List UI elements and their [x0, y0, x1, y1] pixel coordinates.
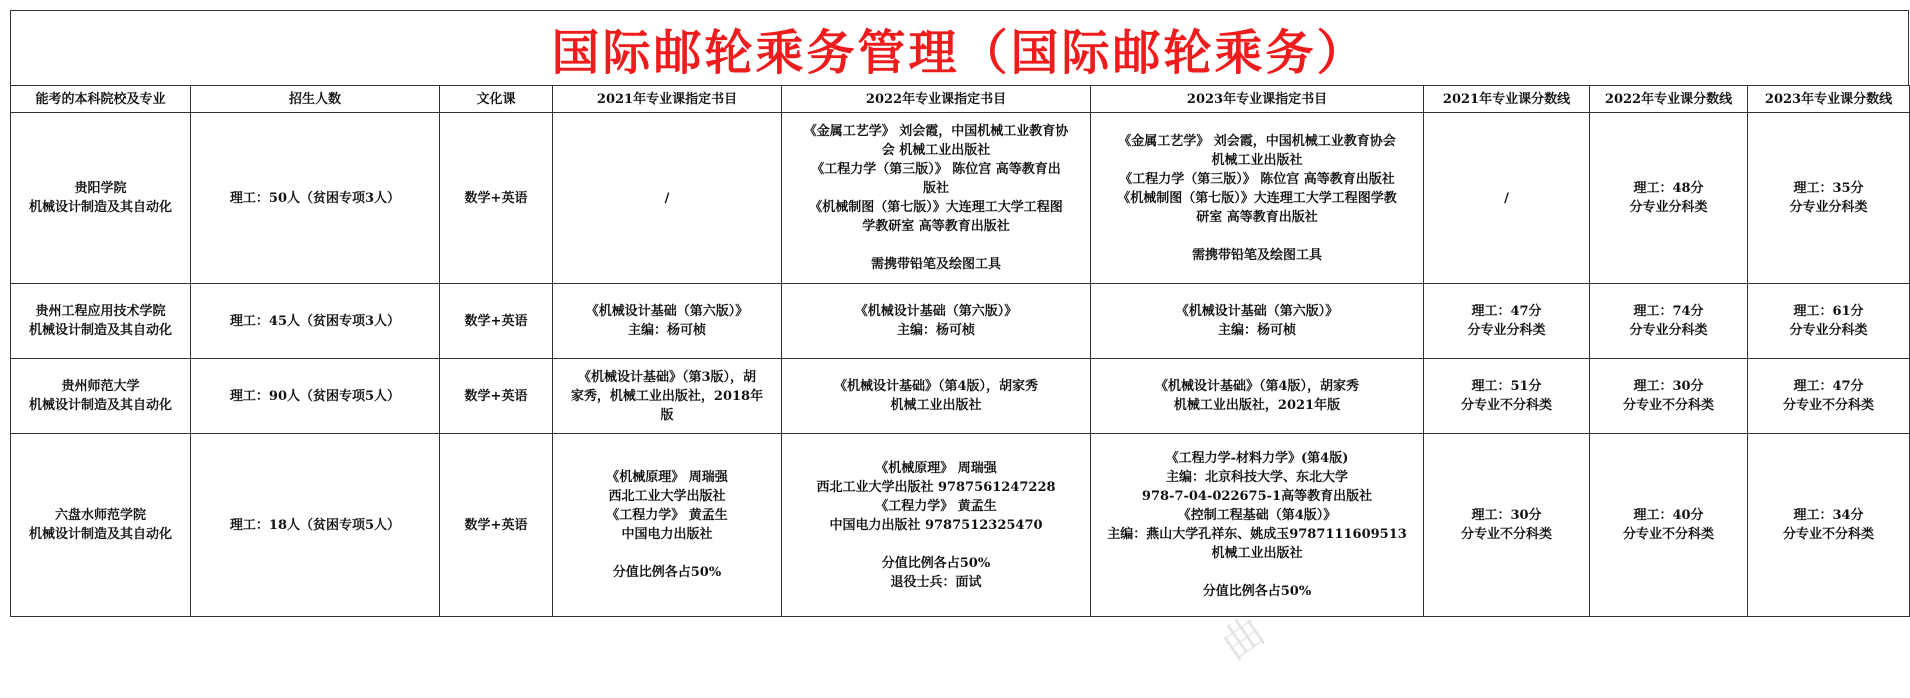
- cell-line: [786, 535, 1086, 554]
- cell-line: 学教研室 高等教育出版社: [862, 219, 1010, 234]
- culture-cell: [440, 359, 553, 434]
- cell-line: 分专业分科类: [1629, 323, 1708, 338]
- cell-line: 理工：40分: [1633, 508, 1704, 523]
- table-row: [11, 113, 1910, 284]
- cell-line: 《控制工程基础（第4版）》: [1177, 508, 1337, 523]
- cell-line: 主编：杨可桢: [1217, 323, 1296, 338]
- cell-line: 主编：北京科技大学、东北大学: [1165, 470, 1348, 485]
- cell-line: 主编：杨可桢: [627, 323, 706, 338]
- cell-line: 分专业分科类: [1629, 200, 1708, 215]
- cell-line: 机械设计制造及其自动化: [28, 323, 172, 338]
- cell-line: 《机械原理》 周瑞强: [606, 470, 728, 485]
- header-score-2023: 2023年专业课分数线: [1748, 86, 1910, 113]
- cell-line: 分专业不分科类: [1460, 398, 1552, 413]
- cell-line: 需携带铅笔及绘图工具: [1191, 247, 1322, 263]
- cell-line: 《机械设计基础》（第4版），胡家秀: [833, 379, 1039, 394]
- cell-line: 分专业不分科类: [1622, 398, 1714, 413]
- cell-line: 理工：48分: [1633, 181, 1704, 196]
- culture-cell: [440, 113, 553, 284]
- cell-line: 数学+英语: [464, 313, 528, 329]
- cell-line: 理工：18人（贫困专项5人）: [229, 517, 401, 533]
- books-2023-cell: [1091, 284, 1424, 359]
- cell-line: 分值比例各占50%: [881, 555, 991, 571]
- score-2021-cell: [1424, 284, 1590, 359]
- cell-line: 机械工业出版社: [1211, 152, 1303, 168]
- books-2021-cell: [553, 434, 782, 617]
- score-2021-cell: [1424, 359, 1590, 434]
- books-2023-cell: [1091, 434, 1424, 617]
- cell-line: 理工：50人（贫困专项3人）: [229, 190, 401, 206]
- cell-line: 理工：35分: [1793, 181, 1864, 196]
- cell-line: 贵州师范大学: [61, 379, 140, 394]
- cell-line: 中国电力出版社: [621, 527, 713, 542]
- document-sheet: [10, 10, 1909, 670]
- cell-line: 《机械设计基础（第六版）》: [1175, 304, 1339, 319]
- enroll-cell: [191, 359, 440, 434]
- cell-line: 主编：杨可桢: [896, 323, 975, 338]
- cell-line: 分专业分科类: [1467, 323, 1546, 338]
- cell-line: 退役士兵：面试: [890, 574, 982, 590]
- score-2021-cell: [1424, 434, 1590, 617]
- header-books-2023: 2023年专业课指定书目: [1091, 86, 1424, 113]
- cell-line: 《机械制图（第七版）》大连理工大学工程图学教: [1117, 190, 1397, 206]
- header-books-2022: 2022年专业课指定书目: [782, 86, 1091, 113]
- score-2023-cell: [1748, 284, 1910, 359]
- cell-line: 数学+英语: [464, 190, 528, 206]
- score-2022-cell: [1590, 113, 1748, 284]
- cell-line: 理工：30分: [1471, 508, 1542, 523]
- header-enroll: 招生人数: [191, 86, 440, 113]
- table-row: [11, 284, 1910, 359]
- cell-line: 《金属工艺学》 刘会霞，中国机械工业教育协会: [1118, 133, 1396, 149]
- score-2022-cell: [1590, 284, 1748, 359]
- cell-line: [557, 544, 777, 563]
- header-score-2021: 2021年专业课分数线: [1424, 86, 1590, 113]
- cell-line: 理工：47分: [1471, 304, 1542, 319]
- cell-line: 分专业不分科类: [1782, 398, 1874, 413]
- cell-line: 理工：45人（贫困专项3人）: [229, 313, 401, 329]
- table-row: [11, 359, 1910, 434]
- cell-line: 中国电力出版社 9787512325470: [829, 517, 1043, 533]
- cell-line: [1095, 563, 1419, 582]
- cell-line: 数学+英语: [464, 517, 528, 533]
- header-school: 能考的本科院校及专业: [11, 86, 191, 113]
- school-cell: [11, 284, 191, 359]
- cell-line: 机械工业出版社: [890, 398, 982, 413]
- books-2021-cell: [553, 359, 782, 434]
- cell-line: 研室 高等教育出版社: [1196, 209, 1318, 225]
- cell-line: 分专业分科类: [1789, 323, 1868, 338]
- cell-line: 分值比例各占50%: [612, 565, 722, 580]
- cell-line: 西北工业大学出版社: [608, 489, 726, 504]
- cell-line: [1095, 227, 1419, 246]
- cell-line: 《机械设计基础（第六版）》: [854, 304, 1018, 319]
- score-2021-cell: [1424, 113, 1590, 284]
- cell-line: 《机械设计基础（第六版）》: [585, 304, 749, 319]
- cell-line: 机械设计制造及其自动化: [28, 200, 172, 215]
- cell-line: 《机械原理》 周瑞强: [875, 460, 997, 476]
- cell-line: 机械设计制造及其自动化: [28, 398, 172, 413]
- cell-line: 《工程力学（第三版）》 陈位宫 高等教育出: [811, 162, 1061, 177]
- cell-line: 西北工业大学出版社 9787561247228: [816, 479, 1056, 495]
- cell-line: 版: [660, 407, 674, 423]
- cell-line: 《工程力学》 黄孟生: [606, 508, 728, 523]
- cell-line: 家秀，机械工业出版社，2018年: [570, 388, 764, 404]
- cell-line: 贵州工程应用技术学院: [35, 304, 166, 319]
- score-2023-cell: [1748, 113, 1910, 284]
- cell-line: 《工程力学-材料力学》(第4版): [1165, 451, 1349, 466]
- cell-line: 机械工业出版社，2021年版: [1173, 398, 1341, 413]
- school-cell: [11, 434, 191, 617]
- culture-cell: [440, 284, 553, 359]
- books-2021-cell: [553, 113, 782, 284]
- header-row: [11, 86, 1910, 113]
- school-cell: [11, 113, 191, 284]
- score-2023-cell: [1748, 359, 1910, 434]
- score-2022-cell: [1590, 359, 1748, 434]
- cell-line: /: [1504, 190, 1509, 206]
- cell-line: 版社: [922, 181, 949, 196]
- cell-line: /: [664, 190, 670, 206]
- books-2021-cell: [553, 284, 782, 359]
- cell-line: 978-7-04-022675-1高等教育出版社: [1141, 489, 1373, 504]
- cell-line: 分值比例各占50%: [1202, 584, 1312, 599]
- score-2023-cell: [1748, 434, 1910, 617]
- cell-line: 《机械设计基础》（第4版），胡家秀: [1154, 379, 1360, 394]
- cell-line: 数学+英语: [464, 388, 528, 404]
- books-2022-cell: [782, 434, 1091, 617]
- cell-line: 《工程力学》 黄孟生: [875, 498, 997, 514]
- cell-line: 《工程力学（第三版）》 陈位宫 高等教育出版社: [1119, 171, 1395, 187]
- cell-line: 主编：燕山大学孔祥东、姚成玉9787111609513: [1107, 527, 1407, 542]
- cell-line: 理工：61分: [1793, 304, 1864, 319]
- cell-line: 《机械设计基础》（第3版），胡: [577, 369, 757, 385]
- cell-line: 会 机械工业出版社: [881, 143, 991, 158]
- enroll-cell: [191, 284, 440, 359]
- cell-line: 分专业不分科类: [1460, 527, 1552, 542]
- cell-line: 理工：51分: [1471, 379, 1542, 394]
- cell-line: [786, 236, 1086, 255]
- cell-line: 机械工业出版社: [1211, 546, 1303, 561]
- culture-cell: [440, 434, 553, 617]
- page-title: 国际邮轮乘务管理（国际邮轮乘务）: [551, 24, 1368, 81]
- enroll-cell: [191, 434, 440, 617]
- admission-table: [10, 85, 1910, 617]
- watermark: 曲: [1213, 608, 1273, 670]
- books-2022-cell: [782, 284, 1091, 359]
- school-cell: [11, 359, 191, 434]
- cell-line: 机械设计制造及其自动化: [28, 527, 172, 542]
- books-2022-cell: [782, 113, 1091, 284]
- header-books-2021: 2021年专业课指定书目: [553, 86, 782, 113]
- cell-line: 理工：30分: [1633, 379, 1704, 394]
- header-culture: 文化课: [440, 86, 553, 113]
- cell-line: 分专业不分科类: [1622, 527, 1714, 542]
- cell-line: 六盘水师范学院: [54, 508, 146, 523]
- cell-line: 分专业不分科类: [1782, 527, 1874, 542]
- title-row: [10, 10, 1909, 85]
- cell-line: 贵阳学院: [74, 181, 127, 196]
- cell-line: 需携带铅笔及绘图工具: [870, 257, 1001, 272]
- cell-line: 理工：47分: [1793, 379, 1864, 394]
- cell-line: 理工：74分: [1633, 304, 1704, 319]
- cell-line: 理工：90人（贫困专项5人）: [229, 388, 401, 404]
- books-2023-cell: [1091, 359, 1424, 434]
- score-2022-cell: [1590, 434, 1748, 617]
- enroll-cell: [191, 113, 440, 284]
- cell-line: 《机械制图（第七版）》大连理工大学工程图: [809, 200, 1063, 215]
- books-2023-cell: [1091, 113, 1424, 284]
- header-score-2022: 2022年专业课分数线: [1590, 86, 1748, 113]
- table-row: [11, 434, 1910, 617]
- books-2022-cell: [782, 359, 1091, 434]
- cell-line: 《金属工艺学》 刘会霞，中国机械工业教育协: [803, 124, 1069, 139]
- cell-line: 分专业分科类: [1789, 200, 1868, 215]
- cell-line: 理工：34分: [1793, 508, 1864, 523]
